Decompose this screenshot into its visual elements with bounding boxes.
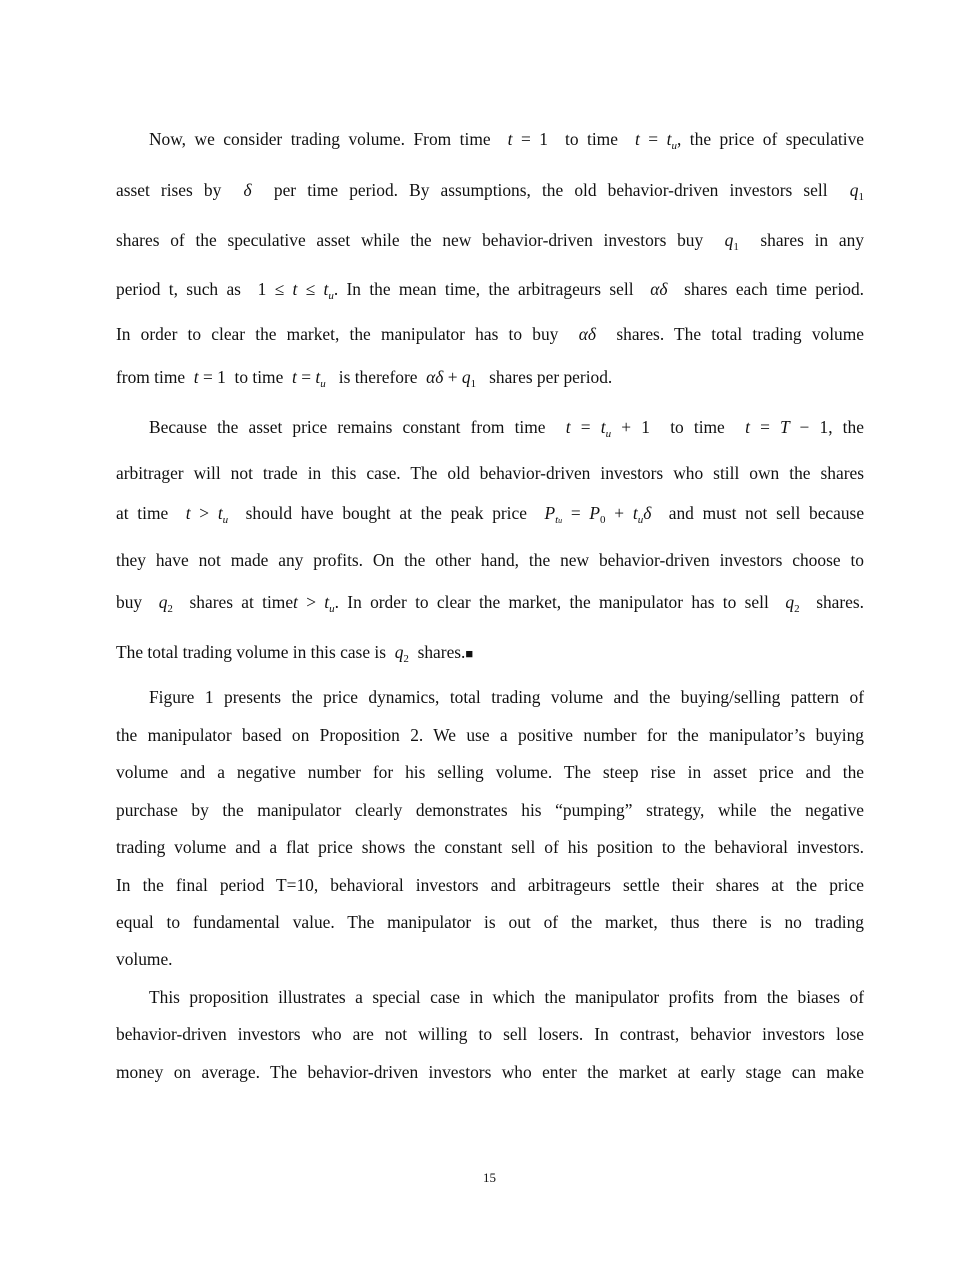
text: shares. <box>417 642 466 662</box>
text: to time <box>564 129 618 149</box>
math: t = 1 <box>193 367 226 387</box>
text: to time <box>234 367 284 387</box>
page-number: 15 <box>483 1170 496 1185</box>
p3-line-7: equal to fundamental value. The manipulator is out of the market, thus there is no trading <box>116 912 864 932</box>
text: should have bought at the peak price <box>245 503 527 523</box>
text: asset rises by <box>116 180 222 200</box>
text: shares per period. <box>489 367 613 387</box>
text: and must not sell because <box>668 503 865 523</box>
text: period t, such as <box>116 279 241 299</box>
math: $1 \le t \le t_u$ <box>257 279 334 302</box>
p1-line-3 <box>116 229 864 258</box>
text: , the <box>828 417 864 437</box>
text: The total trading volume in this case is <box>116 642 386 662</box>
p3-line-6: In the final period T=10, behavioral investors and arbitrageurs settle their shares at the price <box>116 875 864 895</box>
p1-line-1 <box>116 128 864 157</box>
text: In order to clear the market, the manipulator has to buy <box>116 324 559 344</box>
text: they have not made any profits. On the other hand, the new behavior-driven investors choose to <box>116 550 864 570</box>
p3-line-8: volume. <box>116 949 173 969</box>
text: per time period. By assumptions, the old behavior-driven investors sell <box>273 180 828 200</box>
text: shares of the speculative asset while the new behavior-driven investors buy <box>116 230 704 250</box>
p3-line-3: volume and a negative number for his selling volume. The steep rise in asset price and the <box>116 762 864 782</box>
math: $t > t_u$ <box>293 592 335 615</box>
p3-line-1: Figure 1 presents the price dynamics, total trading volume and the buying/selling pattern of <box>149 687 864 707</box>
p4-line-3: money on average. The behavior-driven investors who enter the market at early stage can make <box>116 1062 864 1082</box>
p2-line-2 <box>116 462 864 484</box>
math: $q_2$ <box>394 642 409 665</box>
math: δ <box>243 180 252 200</box>
math: $t = t_u + 1$ <box>565 417 650 440</box>
text: from time <box>116 367 186 387</box>
text: shares at time <box>189 592 294 612</box>
p4-line-1: This proposition illustrates a special case in which the manipulator profits from the biases of <box>149 987 864 1007</box>
math: $t = t_u$ <box>634 129 677 152</box>
text: shares. The total trading volume <box>616 324 864 344</box>
text: . In the mean time, the arbitrageurs sell <box>333 279 634 299</box>
text: shares each time period. <box>684 279 865 299</box>
p3-line-4: purchase by the manipulator clearly demonstrates his “pumping” strategy, while the negative <box>116 800 864 820</box>
p2-line-5 <box>116 591 864 620</box>
p2-line-4 <box>116 549 864 571</box>
text: Because the asset price remains constant from time <box>149 417 546 437</box>
math: $q_1$ <box>849 180 864 203</box>
math: $t > t_u$ <box>185 503 229 526</box>
p1-line-4 <box>116 278 864 307</box>
p3-line-5: trading volume and a flat price shows the constant sell of his position to the behavioral investors. <box>116 837 864 857</box>
text: . In order to clear the market, the manipulator has to sell <box>334 592 769 612</box>
math: t = T − 1 <box>745 417 829 437</box>
p1-line-6 <box>116 366 864 395</box>
text: is therefore <box>338 367 418 387</box>
text: buy <box>116 592 143 612</box>
math: $q_2$ <box>158 592 173 615</box>
math: t = 1 <box>507 129 548 149</box>
p2-line-3 <box>116 502 864 532</box>
p3-line-2: the manipulator based on Proposition 2. We use a positive number for the manipulator’s buying <box>116 725 864 745</box>
math: αδ <box>578 324 596 344</box>
text: shares. <box>816 592 865 612</box>
text: , the price of speculative <box>676 129 865 149</box>
qed-mark: ■ <box>465 646 474 661</box>
text: shares in any <box>760 230 864 250</box>
p2-line-1 <box>116 416 864 445</box>
text: to time <box>670 417 725 437</box>
text: Now, we consider trading volume. From time <box>149 129 491 149</box>
math: αδ <box>650 279 668 299</box>
p4-line-2: behavior-driven investors who are not willing to sell losers. In contrast, behavior investors lose <box>116 1024 864 1044</box>
math: $\alpha\delta + q_1$ <box>426 367 477 390</box>
math: $t = t_u$ <box>292 367 326 390</box>
text: arbitrager will not trade in this case. The old behavior-driven investors who still own the shares <box>116 463 864 483</box>
p1-line-5 <box>116 323 864 345</box>
p1-line-2 <box>116 179 864 208</box>
math: $q_2$ <box>785 592 800 615</box>
math: $q_1$ <box>724 230 739 253</box>
p2-line-6 <box>116 641 864 670</box>
text: at time <box>116 503 169 523</box>
math: $P_{tu} = P_0 + t_u\delta$ <box>544 503 652 526</box>
